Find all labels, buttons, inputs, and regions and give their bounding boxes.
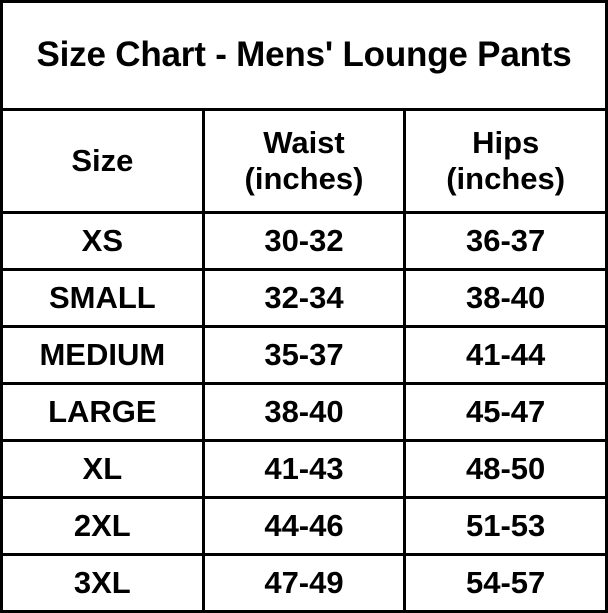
cell-hips: 45-47	[405, 384, 607, 441]
table-row	[2, 555, 607, 612]
cell-hips: 48-50	[405, 441, 607, 498]
cell-size: XL	[2, 441, 204, 498]
cell-hips: 54-57	[405, 555, 607, 612]
cell-waist: 38-40	[203, 384, 405, 441]
column-header-hips	[405, 110, 607, 213]
table-row	[2, 441, 607, 498]
column-header-waist	[203, 110, 405, 213]
header-row	[2, 110, 607, 213]
cell-size: XS	[2, 213, 204, 270]
column-header-size-main: Size	[71, 143, 134, 179]
cell-size: SMALL	[2, 270, 204, 327]
cell-size: 3XL	[2, 555, 204, 612]
cell-hips: 51-53	[405, 498, 607, 555]
column-header-waist-unit: (inches)	[244, 161, 364, 196]
table-row	[2, 213, 607, 270]
column-header-waist-main: Waist	[263, 125, 345, 161]
column-header-size	[2, 110, 204, 213]
title-row	[2, 2, 607, 110]
column-header-hips-main: Hips	[472, 125, 540, 161]
cell-waist: 35-37	[203, 327, 405, 384]
cell-size: MEDIUM	[2, 327, 204, 384]
cell-waist: 44-46	[203, 498, 405, 555]
table-row	[2, 270, 607, 327]
cell-waist: 30-32	[203, 213, 405, 270]
cell-hips: 38-40	[405, 270, 607, 327]
table-row	[2, 498, 607, 555]
cell-size: LARGE	[2, 384, 204, 441]
cell-size: 2XL	[2, 498, 204, 555]
table-row	[2, 327, 607, 384]
cell-waist: 32-34	[203, 270, 405, 327]
cell-hips: 41-44	[405, 327, 607, 384]
cell-hips: 36-37	[405, 213, 607, 270]
table-row	[2, 384, 607, 441]
column-header-hips-unit: (inches)	[446, 161, 566, 196]
cell-waist: 41-43	[203, 441, 405, 498]
page-title: Size Chart - Mens' Lounge Pants	[2, 2, 607, 110]
cell-waist: 47-49	[203, 555, 405, 612]
